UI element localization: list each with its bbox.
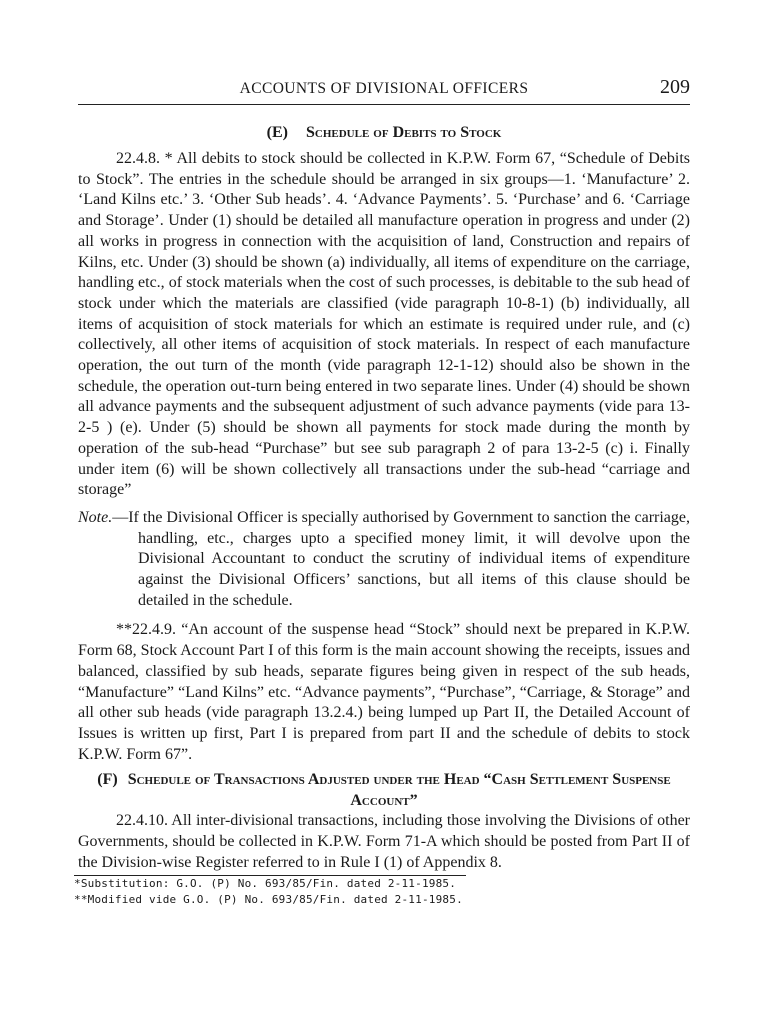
paragraph-22-4-9: **22.4.9. “An account of the suspense head “Stock” should next be prepared in K.P.W. Form 68, Stock Account Part I of this form is the main account showing the receipts, issues and balanced, classified by sub heads, separate figures being given in respect of the sub heads, “Manufacture” “Land Kilns” etc. “Advance payments”, “Purchase”, “Carriage, & Storage” and all other sub heads (vide paragraph 13.2.4.) being lumped up Part II, the Detailed Account of Issues is written up first, Part I is prepared from part II and the schedule of debits to stock K.P.W. Form 67”.	[78, 621, 690, 763]
footnote: **Modified vide G.O. (P) No. 693/85/Fin. dated 2-11-1985.	[74, 892, 463, 906]
note	[78, 508, 690, 612]
footnote: *Substitution: G.O. (P) No. 693/85/Fin. dated 2-11-1985.	[74, 876, 457, 890]
note-label: Note.	[78, 508, 113, 526]
running-header	[78, 74, 690, 105]
running-header-title: ACCOUNTS OF DIVISIONAL OFFICERS	[239, 80, 529, 97]
paragraph-22-4-8: 22.4.8. * All debits to stock should be collected in K.P.W. Form 67, “Schedule of Debits to Stock”. The entries in the schedule should be arranged in six groups—1. ‘Manufacture’ 2. ‘Land Kilns etc.’ 3. ‘Other Sub heads’. 4. ‘Advance Payments’. 5. ‘Purchase’ and 6. ‘Carriage and Storage’. Under (1) should be detailed all manufacture operation in progress and under (2) all works in progress in connection with the acquisition of land, Construction and repairs of Kilns, etc. Under (3) should be shown (a) individually, all items of expenditure on the carriage, handling etc., of stock materials when the cost of such processes, is debitable to the sub head of stock under which the materials are classified (vide paragraph 10-8-1) (b) individually, all items of acquisition of stock materials for which an estimate is required under rule, and (c) collectively, all other items of acquisition of stock materials. In respect of each manufacture operation, the out turn of the month (vide paragraph 12-1-12) should also be shown in the schedule, the operation out-turn being entered in two separate lines. Under (4) should be shown all advance payments and the subsequent adjustment of such advance payments (vide para 13-2-5 ) (e). Under (5) should be shown all payments for stock made during the month by operation of the sub-head “Purchase” but see sub paragraph 2 of para 13-2-5 (c) i. Finally under item (6) will be shown collectively all transactions under the sub-head “carriage and storage”	[78, 150, 690, 499]
page-number: 209	[660, 76, 690, 98]
note-text: —If the Divisional Officer is specially authorised by Government to sanction the carriage, handling, etc., charges upto a specified money limit, it will devolve upon the Divisional Accountant to conduct the scrutiny of individual items of expenditure against the Divisional Officers’ sanctions, but all items of this clause should be detailed in the schedule.	[112, 508, 690, 609]
section-f-title: Schedule of Transactions Adjusted under the Head “Cash Settlement Suspense Account”	[127, 771, 671, 810]
section-e-label: (E)	[266, 124, 288, 141]
section-e-heading	[78, 122, 690, 143]
section-e-title: Schedule of Debits to Stock	[306, 124, 502, 141]
section-f-label: (F)	[97, 771, 118, 789]
page	[74, 74, 690, 908]
section-f-heading	[78, 769, 690, 811]
paragraph-22-4-10: 22.4.10. All inter-divisional transactions, including those involving the Divisions of other Governments, should be collected in K.P.W. Form 71-A which should be posted from Part II of the Division-wise Register referred to in Rule I (1) of Appendix 8.	[78, 812, 690, 871]
